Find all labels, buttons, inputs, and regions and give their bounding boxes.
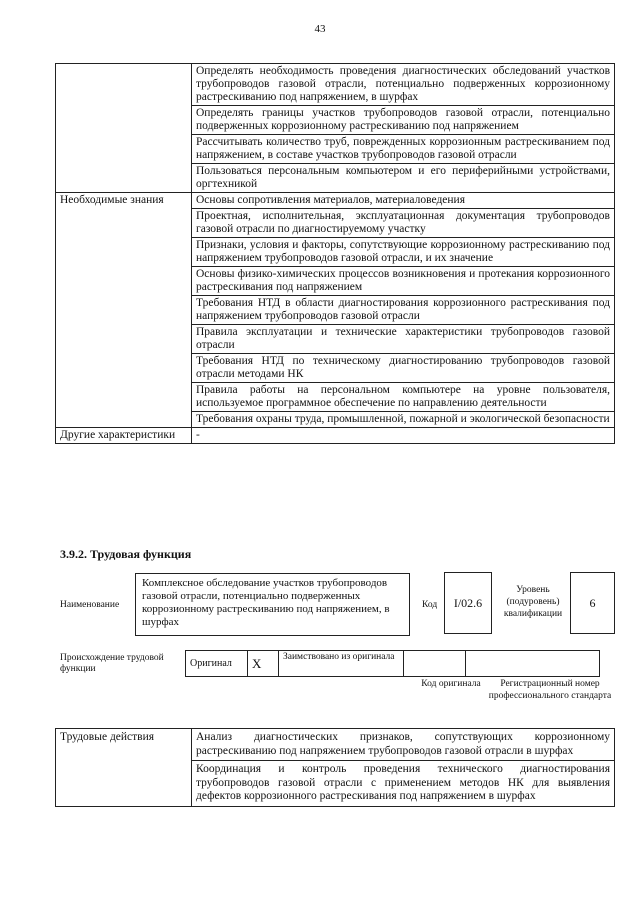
knowledge-item: Правила работы на персональном компьютере на уровне пользователя, используемое программное обеспечение по направлению деятельности: [192, 383, 615, 412]
actions-label: Трудовые действия: [56, 729, 192, 807]
knowledge-item: Признаки, условия и факторы, сопутствующие коррозионному растрескиванию под напряжением трубопроводов газовой отрасли, и их значение: [192, 238, 615, 267]
knowledge-item: Основы физико-химических процессов возникновения и протекания коррозионного растрескивания под напряжением: [192, 267, 615, 296]
action-item: Анализ диагностических признаков, сопутствующих коррозионному растрескиванию под напряжением трубопроводов газовой отрасли в шурфах: [192, 729, 615, 761]
actions-table: [55, 728, 615, 807]
name-label: Наименование: [60, 600, 120, 610]
table-row: [56, 64, 615, 106]
qualification-level-value: 6: [589, 595, 596, 610]
table-row: [186, 651, 600, 677]
action-item: Координация и контроль проведения технического диагностирования трубопроводов газовой отрасли с применением методов НК для выявления дефектов коррозионного растрескивания под напряжением в шурфах: [192, 761, 615, 807]
table-row: [56, 193, 615, 209]
skill-item: Пользоваться персональным компьютером и его периферийными устройствами, оргтехникой: [192, 164, 615, 193]
requirements-table: [55, 63, 615, 444]
code-original-cell: [404, 651, 466, 677]
knowledge-item: Основы сопротивления материалов, материаловедения: [192, 193, 615, 209]
knowledge-item: Требования НТД по техническому диагностированию трубопроводов газовой отрасли методами НК: [192, 354, 615, 383]
borrowed-label: Заимствовано из оригинала: [279, 651, 404, 677]
qualification-level-label: Уровень (подуровень) квалификации: [503, 585, 563, 619]
section-heading: 3.9.2. Трудовая функция: [60, 547, 192, 561]
knowledge-item: Правила эксплуатации и технические характеристики трубопроводов газовой отрасли: [192, 325, 615, 354]
function-name-box: Комплексное обследование участков трубопроводов газовой отрасли, потенциально подверженных коррозионному растрескиванию под напряжением, в шурфах: [135, 573, 410, 636]
code-original-caption: Код оригинала: [421, 679, 481, 689]
knowledge-item: Проектная, исполнительная, эксплуатационная документация трубопроводов газовой отрасли по диагностируемому участку: [192, 209, 615, 238]
other-characteristics-value: -: [192, 428, 615, 444]
code-value: I/02.6: [453, 595, 483, 610]
knowledge-item: Требования охраны труда, промышленной, пожарной и экологической безопасности: [192, 412, 615, 428]
other-characteristics-label: Другие характеристики: [56, 428, 192, 444]
empty-label-cell: [56, 64, 192, 193]
page-number: 43: [314, 23, 326, 35]
table-row: [56, 729, 615, 761]
code-box: [444, 572, 492, 634]
origin-table: [185, 650, 600, 677]
knowledge-item: Требования НТД в области диагностирования коррозионного растрескивания под напряжением трубопроводов газовой отрасли: [192, 296, 615, 325]
origin-label: Происхождение трудовой функции: [60, 653, 164, 674]
original-mark: X: [248, 651, 279, 677]
skill-item: Рассчитывать количество труб, поврежденных коррозионным растрескиванием под напряжением, в составе участков трубопроводов газовой отрасли: [192, 135, 615, 164]
reg-number-caption: Регистрационный номер профессионального стандарта: [488, 679, 612, 701]
reg-number-cell: [466, 651, 600, 677]
knowledge-label: Необходимые знания: [56, 193, 192, 428]
skill-item: Определять необходимость проведения диагностических обследований участков трубопроводов газовой отрасли, потенциально подверженных коррозионному растрескиванию под напряжением, в шурфах: [192, 64, 615, 106]
qualification-level-box: [570, 572, 615, 634]
code-label: Код: [422, 600, 438, 610]
table-row: [56, 428, 615, 444]
original-label: Оригинал: [186, 651, 248, 677]
skill-item: Определять границы участков трубопроводов газовой отрасли, потенциально подверженных коррозионному растрескиванию под напряжением: [192, 106, 615, 135]
